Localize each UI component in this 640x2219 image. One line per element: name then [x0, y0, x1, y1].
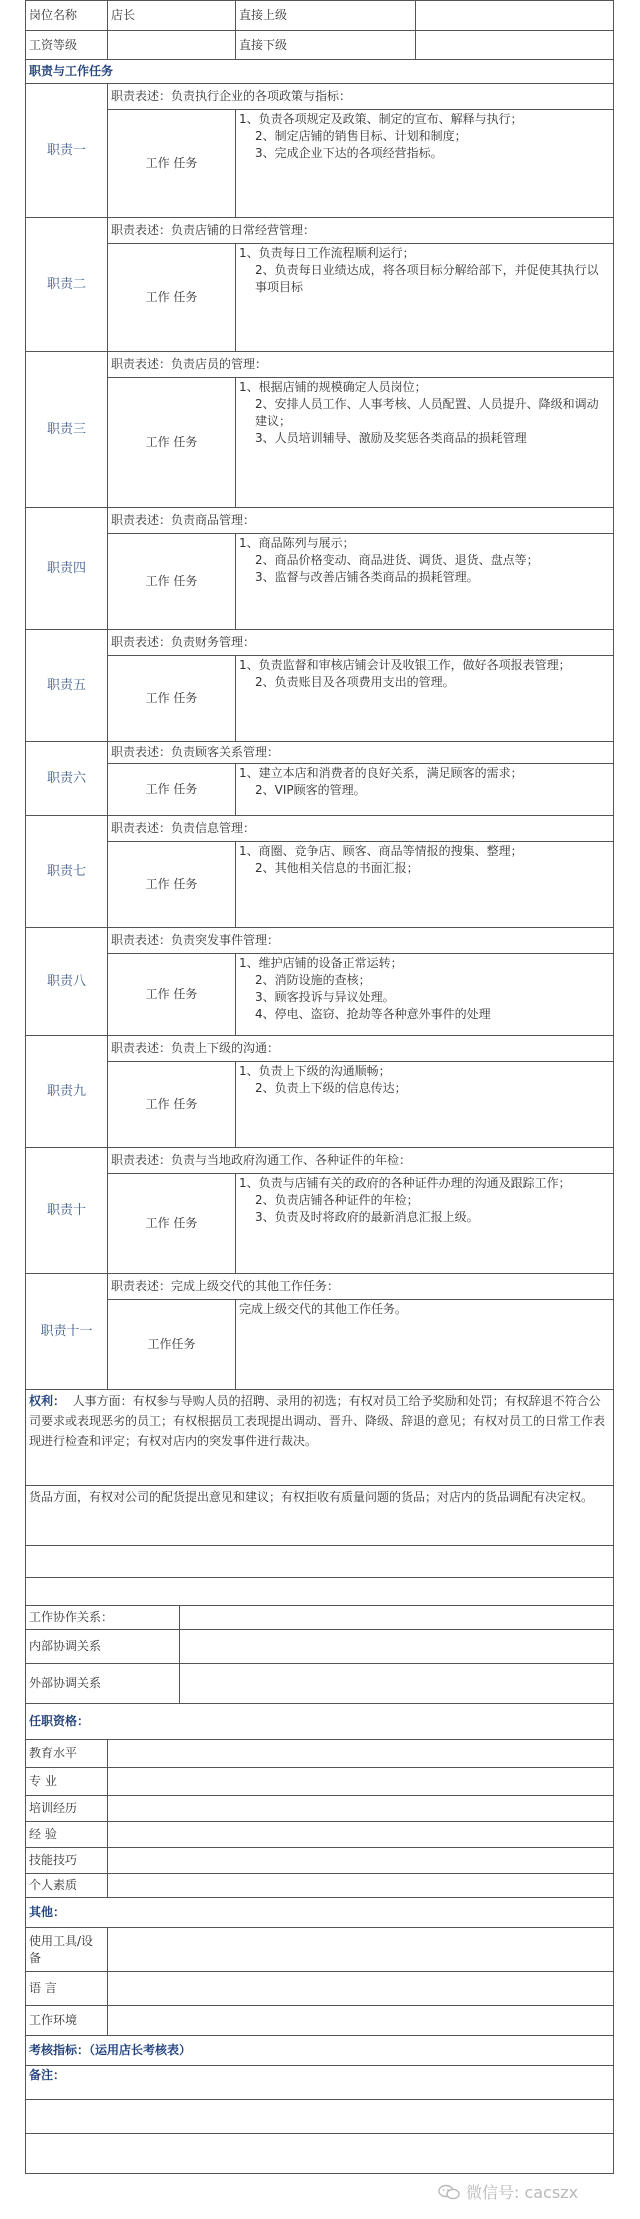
task-label: 工作任务 — [108, 1300, 236, 1390]
duty-row — [26, 218, 614, 244]
rights-label: 权利： — [29, 1394, 66, 1408]
internal-relation-label: 内部协调关系 — [26, 1630, 180, 1664]
duty-row — [26, 508, 614, 534]
qualification-value — [108, 1848, 614, 1874]
duty-title: 职责二 — [26, 218, 108, 352]
others-heading: 其他： — [26, 1898, 614, 1928]
direct-superior-value — [416, 1, 614, 31]
duty-description: 职责表述：负责商品管理： — [108, 508, 614, 534]
duty-task-item: 2、负责店铺各种证件的年检； — [255, 1193, 419, 1207]
duty-description: 职责表述：负责信息管理： — [108, 816, 614, 842]
duty-title: 职责八 — [26, 928, 108, 1036]
empty-row — [26, 2100, 614, 2134]
wechat-icon — [438, 2184, 460, 2200]
duty-row — [26, 84, 614, 110]
duty-title: 职责六 — [26, 742, 108, 816]
watermark — [438, 2180, 578, 2203]
duty-task-item: 2、VIP顾客的管理。 — [255, 783, 366, 797]
duty-task-item: 2、制定店铺的销售目标、计划和制度； — [255, 129, 467, 143]
rights-personnel-text: 人事方面：有权参与导购人员的招聘、录用的初选；有权对员工给予奖励和处罚；有权辞退不符合公司要求或表现恶劣的员工；有权根据员工表现提出调动、晋升、降级、辞退的意见；有权对员工的日常工作表现进行检查和评定；有权对店内的突发事件进行裁决。 — [29, 1394, 606, 1448]
table-body — [26, 1, 614, 84]
duty-row — [26, 352, 614, 378]
duty-task-row — [26, 378, 614, 508]
duty-title: 职责四 — [26, 508, 108, 630]
duty-description: 职责表述：负责财务管理： — [108, 630, 614, 656]
duty-task-item: 2、负责上下级的信息传达； — [255, 1081, 407, 1095]
qualification-label: 专 业 — [26, 1768, 108, 1796]
duty-task-list — [236, 842, 614, 928]
direct-superior-label: 直接上级 — [236, 1, 416, 31]
qualification-label: 培训经历 — [26, 1796, 108, 1822]
qualifications-body — [26, 1740, 614, 1898]
others-section — [26, 1898, 614, 2174]
direct-subordinate-value — [416, 31, 614, 60]
duty-description: 职责表述：负责顾客关系管理： — [108, 742, 614, 764]
qualification-row — [26, 1740, 614, 1768]
language-value — [108, 1972, 614, 2006]
duty-title: 职责十 — [26, 1148, 108, 1274]
task-label: 工作 任务 — [108, 656, 236, 742]
duty-task-item: 1、负责监督和审核店铺会计及收银工作，做好各项报表管理； — [239, 658, 571, 672]
duty-task-row — [26, 1300, 614, 1390]
duty-task-item: 1、负责上下级的沟通顺畅； — [239, 1064, 391, 1078]
duty-description: 职责表述：负责店员的管理： — [108, 352, 614, 378]
duty-task-row — [26, 244, 614, 352]
empty-row — [26, 1578, 614, 1606]
duty-task-item: 1、根据店铺的规模确定人员岗位； — [239, 380, 427, 394]
qualification-row — [26, 1848, 614, 1874]
qualification-label: 个人素质 — [26, 1874, 108, 1898]
external-relation-label: 外部协调关系 — [26, 1664, 180, 1704]
environment-label: 工作环境 — [26, 2006, 108, 2036]
rights-personnel-cell — [26, 1390, 614, 1486]
duty-row — [26, 1274, 614, 1300]
task-label: 工作 任务 — [108, 764, 236, 816]
duty-task-row — [26, 656, 614, 742]
duty-task-list — [236, 534, 614, 630]
duties-body — [26, 84, 614, 1390]
duty-task-row — [26, 764, 614, 816]
assessment-heading: 考核指标：（运用店长考核表） — [26, 2036, 614, 2066]
duty-title: 职责十一 — [26, 1274, 108, 1390]
rights-section — [26, 1390, 614, 1740]
qualification-row — [26, 1796, 614, 1822]
duty-title: 职责九 — [26, 1036, 108, 1148]
duty-task-list — [236, 244, 614, 352]
duty-task-item: 3、负责及时将政府的最新消息汇报上级。 — [255, 1210, 479, 1224]
duty-task-row — [26, 110, 614, 218]
duty-description: 职责表述：负责上下级的沟通： — [108, 1036, 614, 1062]
duty-task-item: 完成上级交代的其他工作任务。 — [239, 1302, 408, 1316]
remarks-heading: 备注： — [26, 2066, 614, 2100]
duty-task-list — [236, 378, 614, 508]
duty-description: 职责表述：负责突发事件管理： — [108, 928, 614, 954]
qualification-value — [108, 1768, 614, 1796]
duty-task-row — [26, 954, 614, 1036]
duty-task-item: 2、消防设施的查核； — [255, 973, 371, 987]
environment-value — [108, 2006, 614, 2036]
duty-task-item: 2、商品价格变动、商品进货、调货、退货、盘点等； — [255, 553, 539, 567]
task-label: 工作 任务 — [108, 954, 236, 1036]
task-label: 工作 任务 — [108, 244, 236, 352]
internal-relation-value — [180, 1630, 614, 1664]
salary-grade-value — [108, 31, 236, 60]
duty-task-item: 2、负责账目及各项费用支出的管理。 — [255, 675, 455, 689]
duty-row — [26, 1148, 614, 1174]
salary-grade-label: 工资等级 — [26, 31, 108, 60]
language-label: 语 言 — [26, 1972, 108, 2006]
duties-heading: 职责与工作任务 — [26, 60, 614, 84]
direct-subordinate-label: 直接下级 — [236, 31, 416, 60]
qualification-value — [108, 1874, 614, 1898]
duty-task-item: 3、人员培训辅导、激励及奖惩各类商品的损耗管理 — [255, 431, 527, 445]
qualification-row — [26, 1768, 614, 1796]
duty-title: 职责一 — [26, 84, 108, 218]
qualification-label: 教育水平 — [26, 1740, 108, 1768]
duty-row — [26, 816, 614, 842]
duty-title: 职责七 — [26, 816, 108, 928]
qualification-row — [26, 1822, 614, 1848]
duty-task-item: 4、停电、盗窃、抢劫等各种意外事件的处理 — [255, 1007, 491, 1021]
duty-task-row — [26, 1174, 614, 1274]
duty-description: 职责表述：负责店铺的日常经营管理： — [108, 218, 614, 244]
duty-task-item: 1、商圈、竞争店、顾客、商品等情报的搜集、整理； — [239, 844, 523, 858]
duty-description: 职责表述：完成上级交代的其他工作任务： — [108, 1274, 614, 1300]
job-description-table — [25, 0, 614, 2174]
task-label: 工作 任务 — [108, 1174, 236, 1274]
external-relation-value — [180, 1664, 614, 1704]
qualification-value — [108, 1740, 614, 1768]
task-label: 工作 任务 — [108, 110, 236, 218]
qualification-value — [108, 1796, 614, 1822]
duty-task-row — [26, 534, 614, 630]
duty-task-row — [26, 842, 614, 928]
duty-task-list — [236, 110, 614, 218]
duty-task-item: 3、顾客投诉与异议处理。 — [255, 990, 395, 1004]
task-label: 工作 任务 — [108, 378, 236, 508]
tools-label: 使用工具/设备 — [26, 1928, 108, 1972]
watermark-text: 微信号: cacszx — [466, 2183, 579, 2202]
duty-task-item: 2、负责每日业绩达成，将各项目标分解给部下，并促使其执行以事项目标 — [255, 263, 599, 294]
empty-row — [26, 1546, 614, 1578]
duty-task-list — [236, 764, 614, 816]
task-label: 工作 任务 — [108, 534, 236, 630]
rights-goods-text: 货品方面，有权对公司的配货提出意见和建议；有权拒收有质量问题的货品；对店内的货品调配有决定权。 — [26, 1486, 614, 1546]
task-label: 工作 任务 — [108, 842, 236, 928]
duty-task-item: 2、其他相关信息的书面汇报； — [255, 861, 419, 875]
duty-task-list — [236, 954, 614, 1036]
duty-task-item: 1、建立本店和消费者的良好关系，满足顾客的需求； — [239, 766, 523, 780]
duty-task-item: 1、维护店铺的设备正常运转； — [239, 956, 403, 970]
qualification-label: 技能技巧 — [26, 1848, 108, 1874]
duty-task-item: 3、监督与改善店铺各类商品的损耗管理。 — [255, 570, 479, 584]
qualification-value — [108, 1822, 614, 1848]
duty-row — [26, 742, 614, 764]
task-label: 工作 任务 — [108, 1062, 236, 1148]
duty-row — [26, 630, 614, 656]
position-name-label: 岗位名称 — [26, 1, 108, 31]
duty-task-list — [236, 656, 614, 742]
duty-task-item: 1、商品陈列与展示； — [239, 536, 355, 550]
qualifications-heading: 任职资格： — [26, 1704, 614, 1740]
duty-task-item: 2、安排人员工作、人事考核、人员配置、人员提升、降级和调动建议； — [255, 397, 599, 428]
duty-description: 职责表述：负责执行企业的各项政策与指标： — [108, 84, 614, 110]
duty-row — [26, 928, 614, 954]
duty-title: 职责三 — [26, 352, 108, 508]
job-description-sheet — [25, 0, 613, 2174]
work-relation-label: 工作协作关系： — [26, 1606, 180, 1630]
qualification-row — [26, 1874, 614, 1898]
duty-task-row — [26, 1062, 614, 1148]
tools-value — [108, 1928, 614, 1972]
empty-row — [26, 2134, 614, 2174]
duty-task-item: 1、负责与店铺有关的政府的各种证件办理的沟通及跟踪工作； — [239, 1176, 571, 1190]
duty-task-list — [236, 1062, 614, 1148]
duty-task-item: 1、负责每日工作流程顺利运行； — [239, 246, 415, 260]
duty-title: 职责五 — [26, 630, 108, 742]
duty-description: 职责表述：负责与当地政府沟通工作、各种证件的年检： — [108, 1148, 614, 1174]
duty-row — [26, 1036, 614, 1062]
qualification-label: 经 验 — [26, 1822, 108, 1848]
duty-task-list — [236, 1300, 614, 1390]
work-relation-value — [180, 1606, 614, 1630]
duty-task-item: 1、负责各项规定及政策、制定的宣布、解释与执行； — [239, 112, 523, 126]
duty-task-list — [236, 1174, 614, 1274]
position-name-value: 店长 — [108, 1, 236, 31]
duty-task-item: 3、完成企业下达的各项经营指标。 — [255, 146, 443, 160]
